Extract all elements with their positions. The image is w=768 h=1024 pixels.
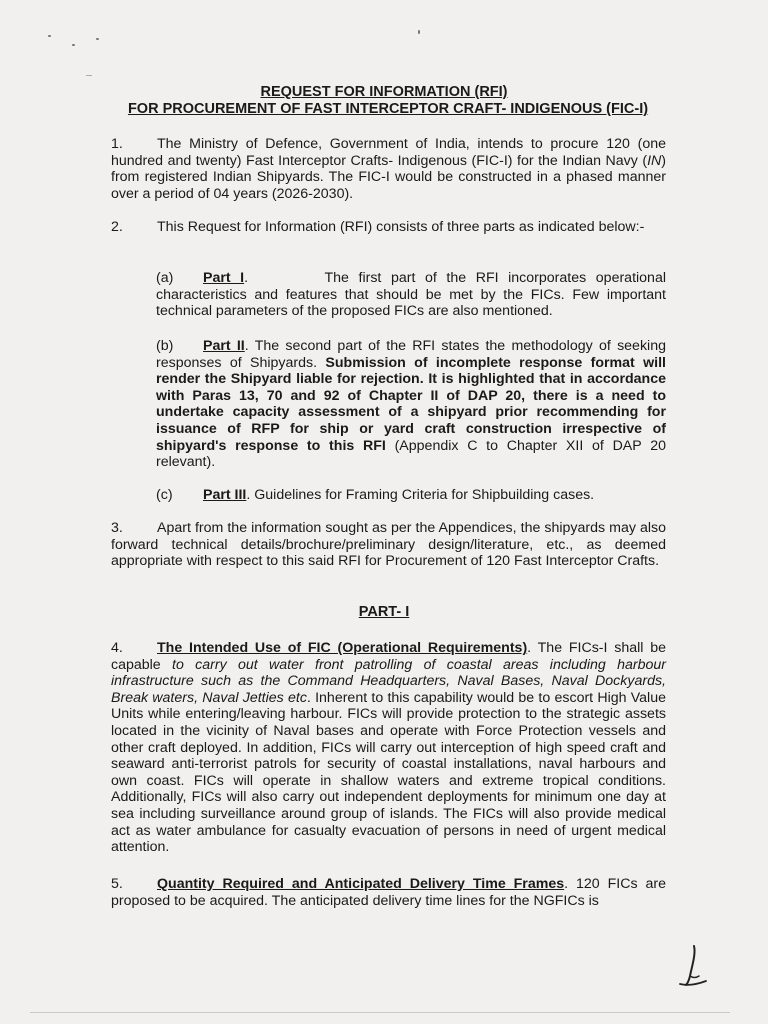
paragraph-text: . 120 FICs are proposed to be acquired. The anticipated delivery time lines for the NGFICs is [111,876,666,909]
paragraph-title: The Intended Use of FIC (Operational Requirements) [157,640,528,656]
paragraph-text: Apart from the information sought as per the Appendices, the shipyards may also forward technical details/brochure/preliminary design/literature, etc., as deemed appropriate with respect to this said RFI for Procurement of 120 Fast Interceptor Crafts. [111,520,666,570]
subparagraph-title: Part I [203,270,245,286]
subparagraph-title: Part III [203,487,247,503]
paragraph-number: 2. [111,219,123,235]
subparagraph-b [156,338,666,471]
paragraph-2 [111,219,666,236]
subparagraph-bold-text: Submission of incomplete response format will render the Shipyard liable for rejection. It is highlighted that in accordance with Paras 13, 70 and 92 of Chapter II of DAP 20, there is a need to undertake capacity assessment of a shipyard prior recommending for issuance of RFP for ship or yard craft construction irrespective of shipyard's response to this RFI [156,354,666,454]
scan-speck [86,75,92,76]
subparagraph-text-continued: (Appendix C to Chapter XII of DAP 20 relevant). [156,437,666,471]
paragraph-text-continued: ) from registered Indian Shipyards. The FIC-I would be constructed in a phased manner over a period of 04 years (2026-2030). [111,152,666,202]
paragraph-1 [111,136,666,202]
scan-speck [48,35,51,37]
document-title: REQUEST FOR INFORMATION (RFI) [260,84,508,100]
paragraph-number: 4. [111,640,123,656]
paragraph-number: 5. [111,876,123,892]
subparagraph-title: Part II [203,338,245,354]
paragraph-italic: to carry out water front patrolling of coastal areas including harbour infrastructure such as the Command Headquarters, Naval Bases, Naval Dockyards, Break waters, Naval Jetties etc [111,656,666,706]
subparagraph-text: . The first part of the RFI incorporates operational characteristics and features that should be met by the FICs. Few important technical parameters of the proposed FICs are also mentioned. [156,270,670,320]
paragraph-text: This Request for Information (RFI) consists of three parts as indicated below:- [157,219,645,235]
paragraph-text: The Ministry of Defence, Government of India, intends to procure 120 (one hundred and twenty) Fast Interceptor Crafts- Indigenous (FIC-I) for the Indian Navy ( [111,136,666,169]
paragraph-number: 1. [111,136,123,152]
paragraph-title: Quantity Required and Anticipated Delivery Time Frames [157,876,565,892]
page-bottom-edge [30,1012,730,1013]
initials-signature [672,940,722,990]
paragraph-3 [111,520,666,570]
scan-speck [72,44,75,46]
subparagraph-label: (b) [156,338,174,354]
subparagraph-text: . Guidelines for Framing Criteria for Shipbuilding cases. [246,487,595,503]
subparagraph-label: (c) [156,487,173,503]
subparagraph-c [156,487,666,504]
paragraph-4 [111,640,666,856]
paragraph-text-continued: . Inherent to this capability would be to escort High Value Units while entering/leaving harbour. FICs will provide protection to the strategic assets located in the vicinity of Naval bases and operate with Force Protection vessels and other craft deployed. In addition, FICs will carry out interception of high speed craft and seaward anti-terrorist patrols for security of coastal installations, naval harbours and own coast. FICs will operate in shallow waters and extreme tropical conditions. Additionally, FICs will also carry out independent deployments for minimum one day at sea including surveillance around group of islands. The FICs will also provide medical act as water ambulance for casualty evacuation of persons in need of urgent medical attention. [111,689,666,856]
subparagraph-text: . The second part of the RFI states the methodology of seeking responses of Shipyards. [156,338,666,371]
document-subtitle: FOR PROCUREMENT OF FAST INTERCEPTOR CRAFT- INDIGENOUS (FIC-I) [127,101,649,117]
subparagraph-label: (a) [156,270,174,286]
subparagraph-a [156,270,670,320]
paragraph-text: . The FICs-I shall be capable [111,640,666,673]
paragraph-5 [111,876,666,909]
scan-speck [96,38,99,40]
scan-speck [418,30,420,34]
paragraph-number: 3. [111,520,123,536]
paragraph-italic: IN [647,152,662,169]
part-heading: PART- I [358,604,410,620]
